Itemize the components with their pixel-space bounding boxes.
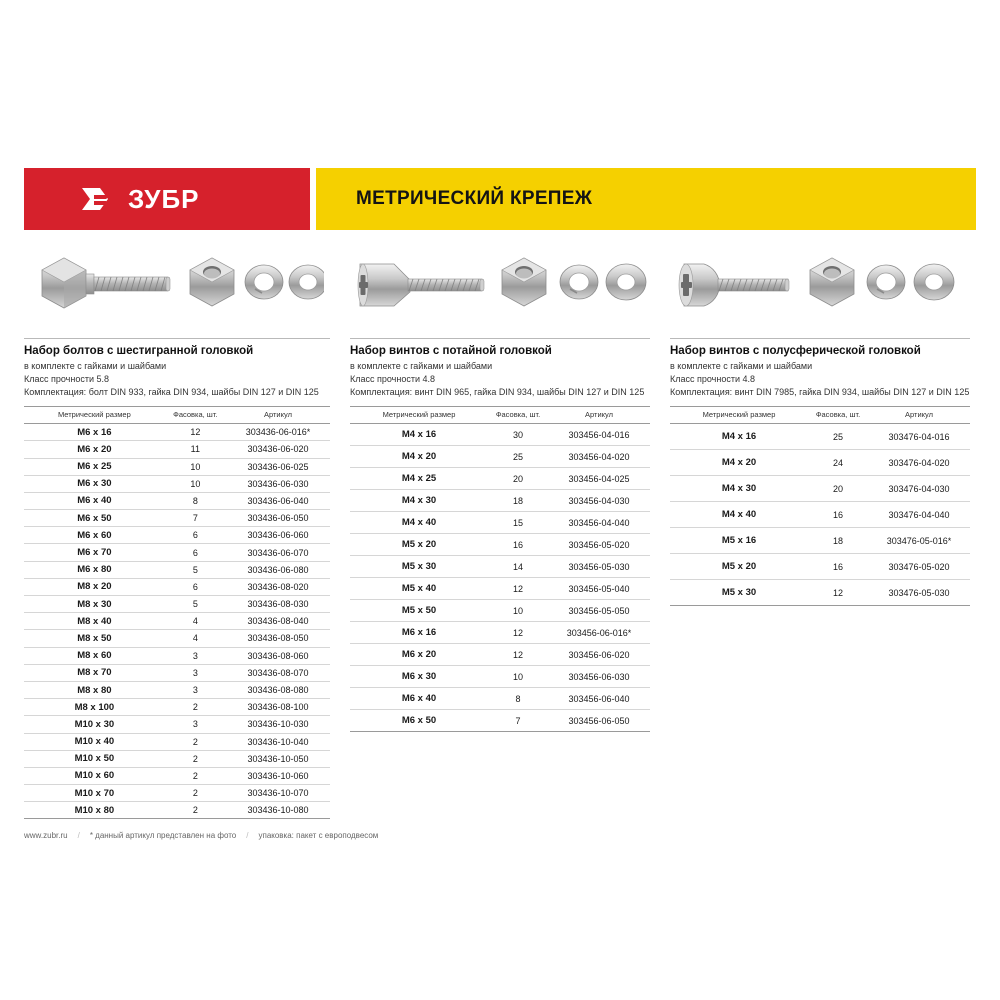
cell-qty: 16 — [488, 534, 548, 556]
table-row — [350, 644, 650, 666]
cell-size: M10 x 80 — [24, 802, 165, 819]
cell-qty: 6 — [165, 578, 226, 595]
cell-qty: 12 — [488, 644, 548, 666]
cell-size: M5 x 16 — [670, 528, 808, 554]
cell-qty: 20 — [808, 476, 868, 502]
cell-article: 303456-06-016* — [548, 622, 650, 644]
cell-size: M8 x 40 — [24, 613, 165, 630]
product-subtitle — [24, 360, 330, 399]
table-row — [350, 468, 650, 490]
table-row — [24, 578, 330, 595]
cell-size: M4 x 16 — [670, 424, 808, 450]
table-row — [24, 527, 330, 544]
cell-qty: 5 — [165, 596, 226, 613]
product-sub-contents: Комплектация: винт DIN 7985, гайка DIN 934, шайбы DIN 127 и DIN 125 — [670, 387, 970, 398]
cell-article: 303436-06-050 — [226, 510, 330, 527]
cell-article: 303436-08-050 — [226, 630, 330, 647]
cell-qty: 8 — [165, 492, 226, 509]
cell-size: M5 x 20 — [670, 554, 808, 580]
page-title: МЕТРИЧЕСКИЙ КРЕПЕЖ — [356, 188, 593, 209]
table-row — [24, 767, 330, 784]
countersunk-screw-nut-washers-icon — [350, 244, 650, 336]
cell-size: M8 x 30 — [24, 596, 165, 613]
cell-qty: 6 — [165, 527, 226, 544]
product-column-countersunk-screws — [342, 244, 656, 819]
cell-size: M8 x 50 — [24, 630, 165, 647]
table-row — [350, 710, 650, 732]
cell-size: M4 x 40 — [350, 512, 488, 534]
table-row — [24, 699, 330, 716]
footer — [24, 831, 976, 840]
table-row — [24, 750, 330, 767]
product-sub-kit: в комплекте с гайками и шайбами — [670, 361, 813, 371]
cell-size: M6 x 60 — [24, 527, 165, 544]
pan-head-screw-nut-washers-icon — [670, 244, 970, 336]
cell-qty: 3 — [165, 716, 226, 733]
table-row — [670, 424, 970, 450]
table-row — [350, 490, 650, 512]
cell-article: 303456-04-040 — [548, 512, 650, 534]
table-row — [24, 802, 330, 819]
table-header-row — [350, 407, 650, 424]
product-sub-contents: Комплектация: винт DIN 965, гайка DIN 934, шайбы DIN 127 и DIN 125 — [350, 387, 645, 398]
cell-qty: 3 — [165, 664, 226, 681]
cell-qty: 4 — [165, 630, 226, 647]
table-row — [670, 450, 970, 476]
cell-qty: 15 — [488, 512, 548, 534]
cell-size: M6 x 20 — [24, 441, 165, 458]
hex-bolt-nut-washers-icon — [24, 244, 330, 336]
cell-size: M6 x 40 — [24, 492, 165, 509]
product-table-countersunk-screws — [350, 406, 650, 732]
cell-qty: 3 — [165, 647, 226, 664]
table-row — [670, 580, 970, 606]
cell-size: M10 x 50 — [24, 750, 165, 767]
cell-article: 303476-05-030 — [868, 580, 970, 606]
product-columns — [24, 244, 976, 819]
cell-size: M8 x 100 — [24, 699, 165, 716]
cell-size: M6 x 30 — [350, 666, 488, 688]
cell-qty: 12 — [488, 622, 548, 644]
cell-article: 303436-06-020 — [226, 441, 330, 458]
cell-size: M8 x 80 — [24, 681, 165, 698]
cell-qty: 3 — [165, 681, 226, 698]
product-sub-contents: Комплектация: болт DIN 933, гайка DIN 934, шайбы DIN 127 и DIN 125 — [24, 387, 319, 398]
table-row — [350, 666, 650, 688]
cell-article: 303436-06-060 — [226, 527, 330, 544]
footer-pack: упаковка: пакет с европодвесом — [258, 831, 379, 841]
cell-qty: 2 — [165, 733, 226, 750]
table-row — [24, 561, 330, 578]
table-row — [24, 492, 330, 509]
table-row — [670, 528, 970, 554]
table-row — [24, 647, 330, 664]
table-row — [24, 733, 330, 750]
table-row — [350, 512, 650, 534]
table-row — [350, 622, 650, 644]
cell-qty: 12 — [165, 424, 226, 441]
cell-article: 303436-06-070 — [226, 544, 330, 561]
cell-article: 303436-06-025 — [226, 458, 330, 475]
cell-qty: 4 — [165, 613, 226, 630]
table-row — [670, 554, 970, 580]
cell-article: 303436-10-080 — [226, 802, 330, 819]
table-row — [24, 596, 330, 613]
cell-qty: 25 — [808, 424, 868, 450]
cell-size: M6 x 50 — [350, 710, 488, 732]
cell-size: M6 x 70 — [24, 544, 165, 561]
cell-qty: 12 — [808, 580, 868, 606]
table-header-row — [24, 407, 330, 424]
product-table-hex-bolts — [24, 406, 330, 819]
cell-article: 303456-06-020 — [548, 644, 650, 666]
table-row — [670, 502, 970, 528]
table-row — [24, 441, 330, 458]
cell-size: M10 x 30 — [24, 716, 165, 733]
table-row — [24, 613, 330, 630]
cell-size: M4 x 30 — [670, 476, 808, 502]
cell-qty: 8 — [488, 688, 548, 710]
footer-note: * данный артикул представлен на фото — [89, 831, 237, 841]
col-header-article: Артикул — [548, 407, 650, 424]
table-row — [24, 664, 330, 681]
cell-qty: 2 — [165, 699, 226, 716]
cell-size: M8 x 60 — [24, 647, 165, 664]
cell-article: 303476-04-020 — [868, 450, 970, 476]
cell-article: 303436-10-030 — [226, 716, 330, 733]
product-column-pan-head-screws — [662, 244, 976, 819]
cell-article: 303456-04-020 — [548, 446, 650, 468]
cell-qty: 5 — [165, 561, 226, 578]
cell-qty: 30 — [488, 424, 548, 446]
cell-size: M5 x 30 — [350, 556, 488, 578]
table-row — [350, 446, 650, 468]
table-row — [350, 688, 650, 710]
product-title: Набор винтов с потайной головкой — [350, 338, 650, 357]
cell-article: 303436-06-016* — [226, 424, 330, 441]
cell-qty: 10 — [165, 458, 226, 475]
table-row — [24, 716, 330, 733]
cell-size: M10 x 70 — [24, 785, 165, 802]
cell-qty: 20 — [488, 468, 548, 490]
product-sub-class: Класс прочности 4.8 — [670, 374, 756, 385]
cell-size: M5 x 20 — [350, 534, 488, 556]
cell-qty: 7 — [488, 710, 548, 732]
table-row — [350, 556, 650, 578]
table-row — [24, 544, 330, 561]
cell-size: M6 x 80 — [24, 561, 165, 578]
cell-article: 303456-04-016 — [548, 424, 650, 446]
brand-name: ЗУБР — [128, 183, 200, 214]
col-header-size: Метрический размер — [350, 407, 488, 424]
cell-qty: 16 — [808, 502, 868, 528]
cell-size: M6 x 16 — [24, 424, 165, 441]
cell-article: 303476-04-016 — [868, 424, 970, 450]
cell-qty: 11 — [165, 441, 226, 458]
cell-size: M5 x 30 — [670, 580, 808, 606]
cell-qty: 7 — [165, 510, 226, 527]
cell-qty: 18 — [808, 528, 868, 554]
cell-size: M4 x 30 — [350, 490, 488, 512]
cell-qty: 2 — [165, 802, 226, 819]
cell-article: 303436-08-020 — [226, 578, 330, 595]
product-title: Набор болтов с шестигранной головкой — [24, 338, 330, 357]
cell-article: 303436-08-040 — [226, 613, 330, 630]
cell-size: M5 x 50 — [350, 600, 488, 622]
table-row — [350, 424, 650, 446]
cell-qty: 24 — [808, 450, 868, 476]
cell-qty: 25 — [488, 446, 548, 468]
cell-size: M10 x 60 — [24, 767, 165, 784]
cell-article: 303456-06-030 — [548, 666, 650, 688]
product-column-hex-bolts — [24, 244, 336, 819]
table-row — [350, 578, 650, 600]
table-row — [24, 681, 330, 698]
col-header-article: Артикул — [226, 407, 330, 424]
cell-size: M6 x 20 — [350, 644, 488, 666]
cell-qty: 16 — [808, 554, 868, 580]
cell-article: 303436-06-080 — [226, 561, 330, 578]
cell-article: 303456-04-025 — [548, 468, 650, 490]
table-row — [24, 785, 330, 802]
cell-size: M6 x 50 — [24, 510, 165, 527]
cell-article: 303436-08-030 — [226, 596, 330, 613]
cell-size: M4 x 16 — [350, 424, 488, 446]
cell-size: M6 x 30 — [24, 475, 165, 492]
cell-article: 303456-06-050 — [548, 710, 650, 732]
cell-article: 303456-05-040 — [548, 578, 650, 600]
col-header-size: Метрический размер — [24, 407, 165, 424]
cell-size: M8 x 70 — [24, 664, 165, 681]
cell-size: M6 x 16 — [350, 622, 488, 644]
cell-qty: 2 — [165, 767, 226, 784]
cell-article: 303456-06-040 — [548, 688, 650, 710]
cell-article: 303436-08-060 — [226, 647, 330, 664]
product-subtitle — [670, 360, 970, 399]
cell-article: 303436-08-100 — [226, 699, 330, 716]
header-title-box — [316, 168, 976, 230]
cell-article: 303436-10-040 — [226, 733, 330, 750]
cell-article: 303436-10-070 — [226, 785, 330, 802]
cell-size: M6 x 25 — [24, 458, 165, 475]
footer-separator-2: / — [246, 831, 249, 841]
cell-article: 303476-05-020 — [868, 554, 970, 580]
table-row — [350, 600, 650, 622]
col-header-qty: Фасовка, шт. — [808, 407, 868, 424]
product-sub-kit: в комплекте с гайками и шайбами — [350, 361, 493, 371]
cell-article: 303436-10-050 — [226, 750, 330, 767]
brand-logo — [24, 168, 310, 230]
col-header-size: Метрический размер — [670, 407, 808, 424]
cell-size: M5 x 40 — [350, 578, 488, 600]
product-title: Набор винтов с полусферической головкой — [670, 338, 970, 357]
col-header-qty: Фасовка, шт. — [165, 407, 226, 424]
cell-qty: 14 — [488, 556, 548, 578]
table-row — [24, 510, 330, 527]
cell-article: 303456-05-020 — [548, 534, 650, 556]
cell-article: 303436-08-070 — [226, 664, 330, 681]
cell-qty: 10 — [488, 600, 548, 622]
cell-size: M4 x 25 — [350, 468, 488, 490]
product-sub-kit: в комплекте с гайками и шайбами — [24, 361, 167, 371]
cell-article: 303456-05-050 — [548, 600, 650, 622]
zubr-arrow-icon — [80, 184, 114, 214]
cell-article: 303476-05-016* — [868, 528, 970, 554]
table-row — [24, 424, 330, 441]
col-header-qty: Фасовка, шт. — [488, 407, 548, 424]
footer-site[interactable]: www.zubr.ru — [24, 831, 68, 841]
cell-article: 303456-05-030 — [548, 556, 650, 578]
cell-size: M4 x 20 — [350, 446, 488, 468]
product-sub-class: Класс прочности 5.8 — [24, 374, 110, 385]
cell-qty: 2 — [165, 750, 226, 767]
catalog-sheet — [24, 168, 976, 840]
table-row — [24, 458, 330, 475]
cell-article: 303456-04-030 — [548, 490, 650, 512]
cell-size: M8 x 20 — [24, 578, 165, 595]
table-row — [350, 534, 650, 556]
cell-qty: 6 — [165, 544, 226, 561]
cell-size: M4 x 20 — [670, 450, 808, 476]
cell-article: 303476-04-030 — [868, 476, 970, 502]
cell-qty: 12 — [488, 578, 548, 600]
col-header-article: Артикул — [868, 407, 970, 424]
table-row — [24, 630, 330, 647]
cell-qty: 10 — [165, 475, 226, 492]
product-sub-class: Класс прочности 4.8 — [350, 374, 436, 385]
table-row — [670, 476, 970, 502]
cell-qty: 2 — [165, 785, 226, 802]
cell-size: M4 x 40 — [670, 502, 808, 528]
cell-qty: 10 — [488, 666, 548, 688]
cell-article: 303436-08-080 — [226, 681, 330, 698]
table-row — [24, 475, 330, 492]
product-subtitle — [350, 360, 650, 399]
header-band — [24, 168, 976, 230]
cell-qty: 18 — [488, 490, 548, 512]
cell-article: 303476-04-040 — [868, 502, 970, 528]
footer-separator-1: / — [77, 831, 80, 841]
cell-size: M6 x 40 — [350, 688, 488, 710]
cell-article: 303436-10-060 — [226, 767, 330, 784]
product-table-pan-head-screws — [670, 406, 970, 606]
table-header-row — [670, 407, 970, 424]
cell-size: M10 x 40 — [24, 733, 165, 750]
cell-article: 303436-06-030 — [226, 475, 330, 492]
cell-article: 303436-06-040 — [226, 492, 330, 509]
